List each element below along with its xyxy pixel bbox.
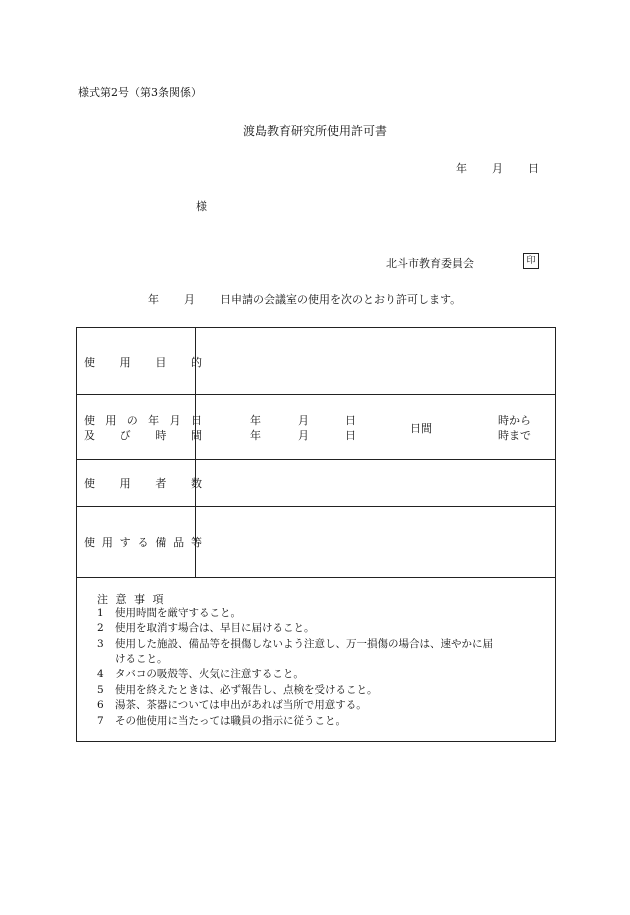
- datetime-label-line1: 使 用 の 年 月 日: [84, 414, 202, 427]
- equipment-label: 使 用 す る 備 品 等: [84, 536, 202, 549]
- row-divider: [77, 577, 555, 578]
- note-item: 2 使用を取消す場合は、早目に届けること。: [97, 622, 315, 634]
- intro-month: 月: [184, 293, 195, 306]
- start-time: 時から: [498, 414, 531, 427]
- note-item: 1 使用時間を厳守すること。: [97, 607, 241, 619]
- notes-heading: 注 意 事 項: [97, 593, 164, 606]
- note-item: 6 湯茶、茶器については申出があれば当所で用意する。: [97, 699, 367, 711]
- date-month: 月: [492, 162, 503, 175]
- document-title: 渡島教育研究所使用許可書: [242, 124, 387, 138]
- note-item-continuation: けること。: [115, 653, 168, 665]
- datetime-label-line2: 及 び 時 間: [84, 429, 202, 442]
- row-divider: [77, 394, 555, 395]
- note-item: 5 使用を終えたときは、必ず報告し、点検を受けること。: [97, 684, 378, 696]
- row-divider: [77, 506, 555, 507]
- purpose-label: 使 用 目 的: [84, 356, 202, 369]
- seal-mark: 印: [523, 253, 539, 269]
- intro-text: 日申請の会議室の使用を次のとおり許可します。: [220, 293, 462, 306]
- note-item: 4 タバコの吸殻等、火気に注意すること。: [97, 668, 304, 680]
- note-item: 7 その他使用に当たっては職員の指示に従うこと。: [97, 715, 346, 727]
- start-day: 日: [345, 414, 356, 427]
- end-time: 時まで: [498, 429, 531, 442]
- end-month: 月: [298, 429, 309, 442]
- days-label: 日間: [410, 422, 432, 435]
- recipient-suffix: 様: [196, 200, 207, 213]
- start-month: 月: [298, 414, 309, 427]
- row-divider: [77, 459, 555, 460]
- end-day: 日: [345, 429, 356, 442]
- permit-table: [76, 327, 556, 742]
- end-year: 年: [250, 429, 261, 442]
- note-item: 3 使用した施設、備品等を損傷しないよう注意し、万一損傷の場合は、速やかに届: [97, 638, 493, 650]
- start-year: 年: [250, 414, 261, 427]
- issuer: 北斗市教育委員会: [386, 257, 474, 270]
- form-number: 様式第2号（第3条関係）: [78, 86, 202, 99]
- date-year: 年: [456, 162, 467, 175]
- users-label: 使 用 者 数: [84, 477, 202, 490]
- date-day: 日: [528, 162, 539, 175]
- intro-year: 年: [148, 293, 159, 306]
